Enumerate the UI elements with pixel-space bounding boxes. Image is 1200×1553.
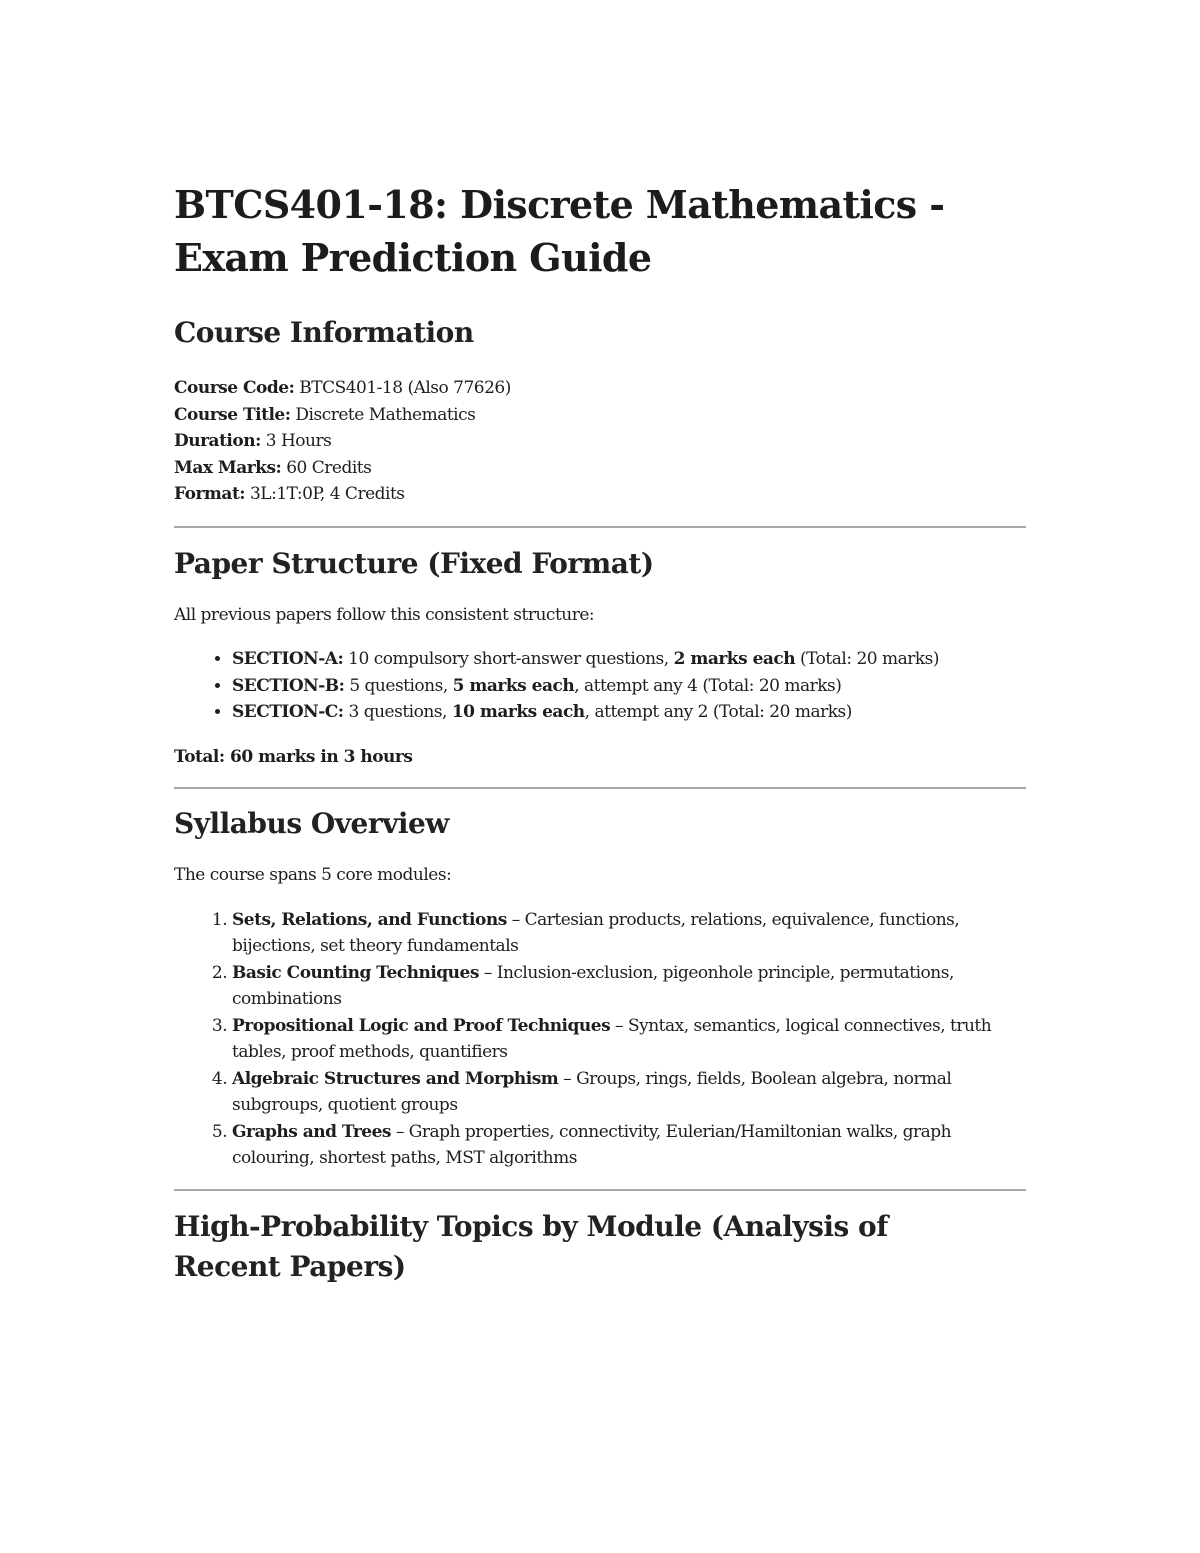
list-item — [232, 1013, 1032, 1066]
module-name: Graphs and Trees — [232, 1121, 391, 1142]
course-info-row — [174, 428, 1026, 455]
syllabus-intro: The course spans 5 core modules: — [174, 865, 452, 885]
course-info-value: 60 Credits — [286, 457, 372, 478]
course-info-value: Discrete Mathematics — [295, 404, 476, 425]
divider — [174, 787, 1026, 789]
section-text: , attempt any 4 (Total: 20 marks) — [574, 675, 842, 696]
module-desc: – Graph properties, connectivity, Eulerian/Hamiltonian walks, graph colouring, shortest paths, MST algorithms — [232, 1121, 952, 1168]
divider — [174, 526, 1026, 528]
paper-total — [174, 744, 1026, 771]
course-info-heading: Course Information — [174, 316, 474, 349]
list-item — [232, 907, 1032, 960]
section-marks: 5 marks each — [452, 675, 575, 696]
page-title: BTCS401-18: Discrete Mathematics - Exam Prediction Guide — [174, 182, 945, 280]
module-desc: – Syntax, semantics, logical connectives, truth tables, proof methods, quantifiers — [232, 1015, 992, 1062]
course-info-label: Max Marks: — [174, 457, 282, 478]
section-marks: 10 marks each — [451, 702, 585, 722]
list-item — [232, 699, 1026, 726]
list-item — [232, 1119, 1032, 1172]
section-list — [174, 646, 1026, 726]
document-page — [174, 178, 1026, 1287]
module-name: Propositional Logic and Proof Techniques — [232, 1015, 611, 1036]
course-info-label: Course Code: — [174, 378, 295, 398]
module-desc: – Cartesian products, relations, equivalence, functions, bijections, set theory fundamentals — [232, 909, 960, 956]
course-info-row — [174, 402, 1026, 429]
section-text: 5 questions, — [349, 675, 448, 696]
section-name: SECTION-A: — [232, 649, 344, 669]
syllabus-heading: Syllabus Overview — [174, 807, 449, 840]
paper-total-text: Total: 60 marks in 3 hours — [174, 746, 413, 767]
course-info-row — [174, 455, 1026, 482]
paper-structure-intro: All previous papers follow this consistent structure: — [174, 604, 595, 625]
section-marks: 2 marks each — [673, 649, 796, 669]
course-info-list — [174, 375, 1026, 508]
list-item — [232, 1066, 1032, 1119]
section-name: SECTION-B: — [232, 675, 345, 696]
divider — [174, 1189, 1026, 1191]
high-prob-heading: High-Probability Topics by Module (Analysis of Recent Papers) — [174, 1209, 888, 1283]
course-info-label: Format: — [174, 484, 246, 504]
module-name: Algebraic Structures and Morphism — [232, 1068, 559, 1089]
section-text: (Total: 20 marks) — [800, 649, 940, 669]
course-info-row — [174, 375, 1026, 402]
list-item — [232, 673, 1026, 700]
section-text: , attempt any 2 (Total: 20 marks) — [584, 702, 852, 722]
course-info-value: 3 Hours — [265, 431, 332, 451]
course-info-row — [174, 481, 1026, 508]
module-desc: – Inclusion-exclusion, pigeonhole principle, permutations, combinations — [232, 962, 954, 1009]
module-name: Sets, Relations, and Functions — [232, 909, 507, 930]
course-info-label: Course Title: — [174, 404, 291, 425]
list-item — [232, 646, 1026, 673]
course-info-label: Duration: — [174, 431, 261, 451]
section-name: SECTION-C: — [232, 702, 344, 722]
module-name: Basic Counting Techniques — [232, 962, 479, 983]
section-text: 3 questions, — [348, 702, 447, 722]
section-text: 10 compulsory short-answer questions, — [348, 649, 669, 669]
list-item — [232, 960, 1032, 1013]
paper-structure-heading: Paper Structure (Fixed Format) — [174, 546, 654, 580]
module-list — [174, 907, 1032, 1172]
course-info-value: 3L:1T:0P, 4 Credits — [249, 484, 405, 504]
course-info-value: BTCS401-18 (Also 77626) — [299, 378, 511, 398]
module-desc: – Groups, rings, fields, Boolean algebra, normal subgroups, quotient groups — [232, 1068, 952, 1115]
